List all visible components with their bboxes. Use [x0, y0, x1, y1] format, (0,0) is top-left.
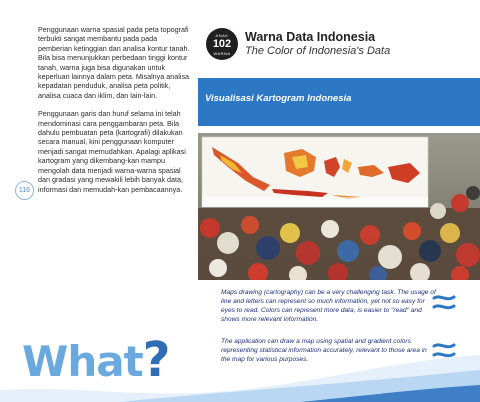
what-word-text: What	[22, 337, 143, 386]
badge-number: 102	[212, 38, 232, 50]
left-text-column	[38, 25, 190, 203]
caption-english-2: The application can draw a map using spatial and gradient colors representing statistical information accurately, relevant to those area in the map for various purposes.	[221, 338, 427, 363]
crowd-photo-illustration	[198, 133, 480, 280]
crowd-photo	[198, 133, 480, 280]
caption-english-1: Maps drawing (cartography) can be a very challenging task. The usage of line and letters can represent so much information, yet not so easy for eyes to read. Colors can represent more data, is easier to "read" and shows more relevant information.	[221, 289, 436, 323]
brand-badge-icon	[206, 28, 238, 60]
what-heading	[22, 332, 170, 388]
question-mark: ?	[142, 332, 170, 388]
badge-bottom-text: WARNA	[213, 51, 231, 56]
paragraph-2: Penggunaan garis dan huruf selama ini telah mendominasi cara penggambaran peta. Bila dahulu pembuatan peta (kartografi) dilakukan secara manual, kini penggunaan komputer menjadi sangat memudahkan. Apalagi aplikasi kartogram yang dikembang-kan mampu mengolah data menjadi warna-warna spasial dan gradasi yang mewakili lebih banyak data, informasi dan memudah-kan pembacaannya.	[38, 109, 186, 194]
brand-title: Warna Data Indonesia	[245, 30, 376, 44]
badge-top-text: ANAK	[215, 33, 229, 38]
page-number: 116	[15, 181, 34, 200]
section-title: Visualisasi Kartogram Indonesia	[205, 93, 352, 104]
brand-subtitle: The Color of Indonesia's Data	[245, 45, 391, 57]
paragraph-1: Penggunaan warna spasial pada peta topografi terbukti sangat membantu pada pada pemberian ketinggian dan analisa kontur tanah. Bila bisa menunjukkan perbedaan tinggi kontur tanah, warna juga bisa digunakan untuk keperluan lainnya dalam peta. Misalnya analisa kepadatan penduduk, analisa peta politik, analisa cuaca dan iklim, dan lain-lain.	[38, 25, 190, 100]
